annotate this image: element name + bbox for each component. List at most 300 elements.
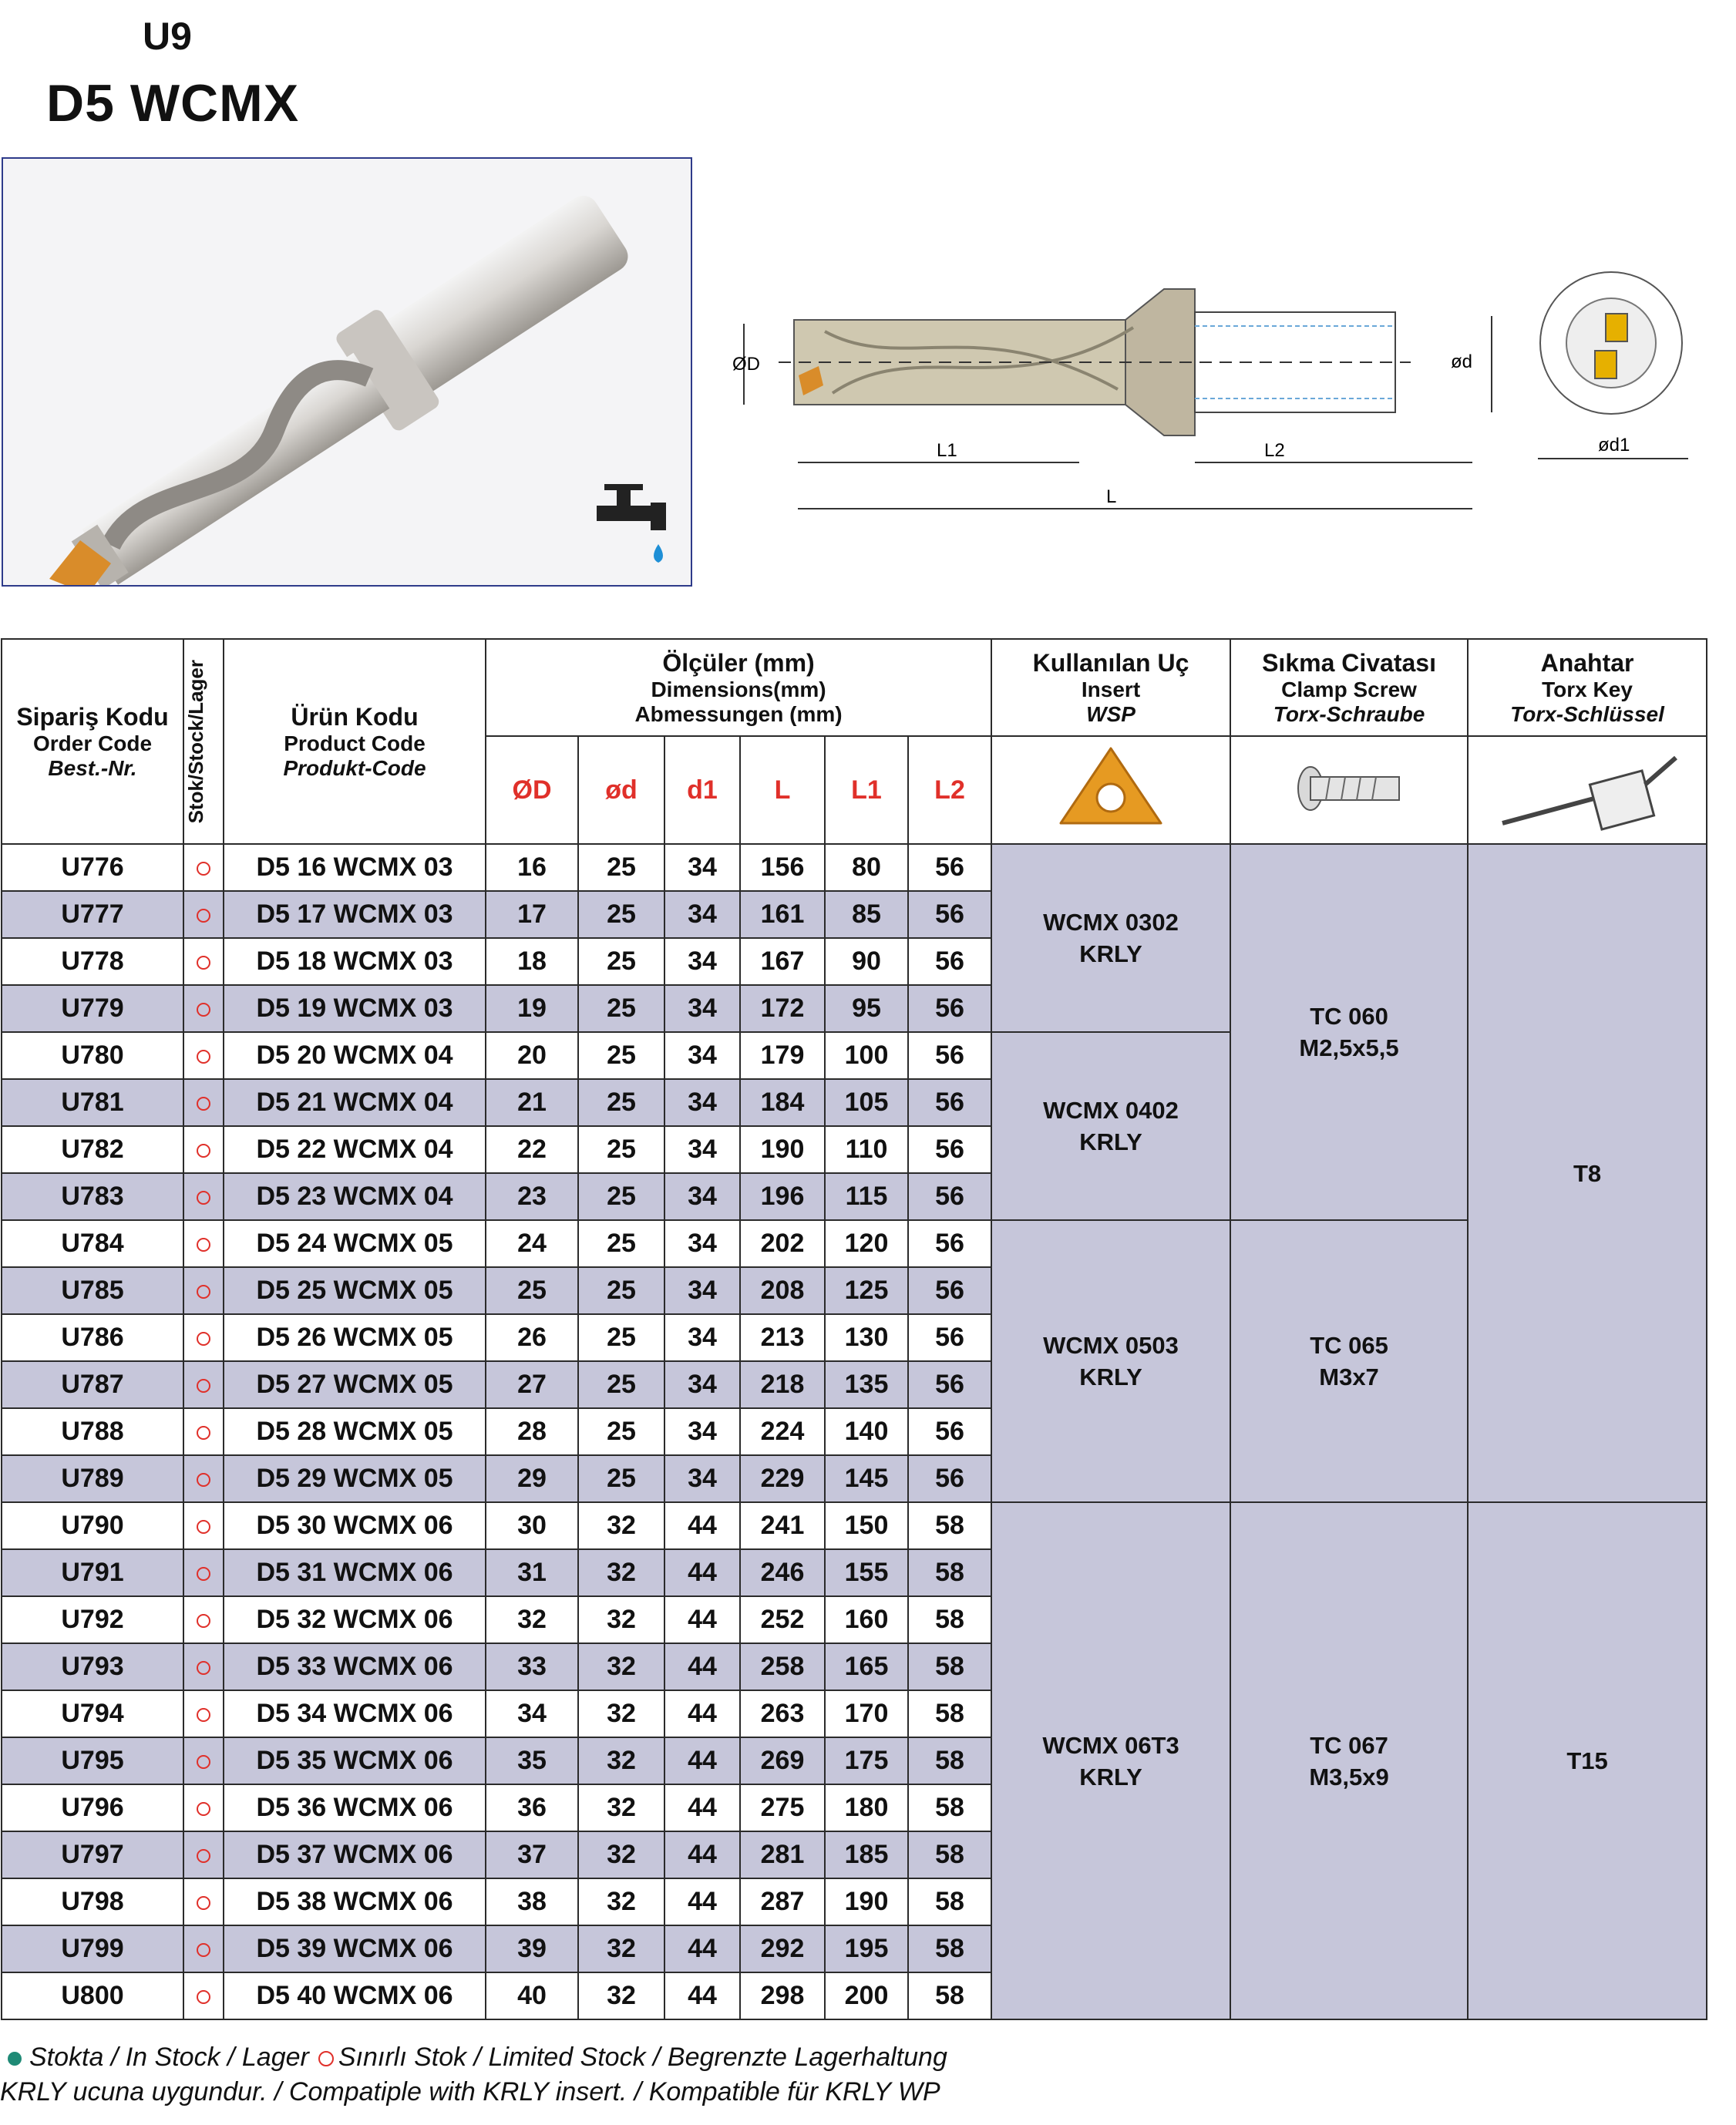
limited-stock-icon [197, 1238, 210, 1252]
dim-od: 32 [578, 1690, 664, 1737]
stock-indicator [183, 1737, 224, 1784]
dim-L1: 110 [825, 1126, 908, 1173]
dim-L1: 145 [825, 1455, 908, 1502]
stock-indicator [183, 1173, 224, 1220]
key-header: Anahtar Torx Key Torx-Schlüssel [1468, 639, 1707, 736]
stock-indicator [183, 891, 224, 938]
dim-od: 32 [578, 1502, 664, 1549]
insert-line2: KRLY [1079, 940, 1142, 967]
screw-line1: TC 065 [1310, 1332, 1388, 1359]
stock-header: Stok/Stock/Lager [183, 639, 224, 844]
dim-od1-label: ød1 [1598, 435, 1630, 456]
order-code: U781 [2, 1079, 183, 1126]
limited-stock-ring [318, 2051, 334, 2066]
dim-od: 25 [578, 1126, 664, 1173]
col-d1: d1 [664, 736, 740, 844]
dim-od: 25 [578, 1314, 664, 1361]
insert-image [991, 736, 1230, 844]
order-code: U790 [2, 1502, 183, 1549]
stock-indicator [183, 1972, 224, 2019]
dim-L: 269 [740, 1737, 825, 1784]
dim-L2: 56 [908, 1455, 991, 1502]
dim-od: 25 [578, 1267, 664, 1314]
stock-indicator [183, 938, 224, 985]
order-code: U779 [2, 985, 183, 1032]
dim-od: 25 [578, 1408, 664, 1455]
product-code: D5 39 WCMX 06 [224, 1925, 486, 1972]
product-code: D5 16 WCMX 03 [224, 844, 486, 891]
stock-indicator [183, 985, 224, 1032]
dim-OD: 19 [486, 985, 578, 1032]
dim-od: 32 [578, 1737, 664, 1784]
key-image [1468, 736, 1707, 844]
dim-L: 202 [740, 1220, 825, 1267]
stock-indicator [183, 1314, 224, 1361]
dim-d1: 34 [664, 1126, 740, 1173]
dim-L1: 165 [825, 1643, 908, 1690]
dim-d1: 34 [664, 985, 740, 1032]
dim-od: 25 [578, 844, 664, 891]
order-code: U780 [2, 1032, 183, 1079]
dim-L: 246 [740, 1549, 825, 1596]
screw-line2: M3,5x9 [1309, 1763, 1389, 1790]
dim-L1: 175 [825, 1737, 908, 1784]
order-code: U786 [2, 1314, 183, 1361]
product-code: D5 30 WCMX 06 [224, 1502, 486, 1549]
dim-L1: 105 [825, 1079, 908, 1126]
dim-L: 208 [740, 1267, 825, 1314]
limited-stock-icon [197, 1896, 210, 1910]
dim-d1: 44 [664, 1596, 740, 1643]
dim-L2: 58 [908, 1878, 991, 1925]
legend [8, 2043, 947, 2073]
insert-line1: WCMX 0503 [1043, 1332, 1179, 1359]
dim-od: 32 [578, 1925, 664, 1972]
dim-L2: 56 [908, 891, 991, 938]
dim-L2-label: L2 [1264, 440, 1285, 461]
dim-od: 25 [578, 1032, 664, 1079]
dim-OD: 17 [486, 891, 578, 938]
dim-L2: 58 [908, 1972, 991, 2019]
limited-stock-icon [197, 1332, 210, 1346]
dim-od: 25 [578, 1455, 664, 1502]
stock-indicator [183, 1925, 224, 1972]
dim-L: 213 [740, 1314, 825, 1361]
dim-d1: 44 [664, 1549, 740, 1596]
dim-L2: 56 [908, 844, 991, 891]
stock-indicator [183, 1126, 224, 1173]
limited-stock-icon [197, 1473, 210, 1487]
product-code: D5 34 WCMX 06 [224, 1690, 486, 1737]
dim-L2: 56 [908, 1173, 991, 1220]
product-code: D5 23 WCMX 04 [224, 1173, 486, 1220]
spec-table [1, 638, 1707, 2020]
dim-od: 25 [578, 1173, 664, 1220]
in-stock-dot [8, 2052, 22, 2066]
dim-d1: 44 [664, 1925, 740, 1972]
dim-L: 172 [740, 985, 825, 1032]
dim-L1: 115 [825, 1173, 908, 1220]
dim-L2: 58 [908, 1690, 991, 1737]
dim-L2: 56 [908, 1032, 991, 1079]
dim-OD: 21 [486, 1079, 578, 1126]
coolant-icon [597, 484, 666, 563]
order-code: U791 [2, 1549, 183, 1596]
dim-d1: 44 [664, 1831, 740, 1878]
screw-icon [1283, 754, 1415, 823]
dim-L2: 56 [908, 1126, 991, 1173]
dim-OD: 25 [486, 1267, 578, 1314]
limited-stock-icon [197, 956, 210, 970]
dim-d1: 34 [664, 1408, 740, 1455]
limited-stock-icon [197, 1003, 210, 1017]
stock-indicator [183, 1032, 224, 1079]
dim-L: 292 [740, 1925, 825, 1972]
limited-stock-icon [197, 1661, 210, 1675]
dim-OD: 18 [486, 938, 578, 985]
dim-L: 287 [740, 1878, 825, 1925]
dim-L1: 150 [825, 1502, 908, 1549]
order-code: U788 [2, 1408, 183, 1455]
insert-line1: WCMX 06T3 [1042, 1731, 1179, 1759]
dim-d1: 34 [664, 1361, 740, 1408]
dim-OD-label: ØD [732, 354, 760, 375]
product-code: D5 35 WCMX 06 [224, 1737, 486, 1784]
dim-L: 161 [740, 891, 825, 938]
limited-stock-icon [197, 909, 210, 923]
dim-d1: 34 [664, 1173, 740, 1220]
dim-L2: 58 [908, 1596, 991, 1643]
dim-OD: 27 [486, 1361, 578, 1408]
order-code: U787 [2, 1361, 183, 1408]
dim-L1: 195 [825, 1925, 908, 1972]
dim-L2: 56 [908, 985, 991, 1032]
dim-L1: 90 [825, 938, 908, 985]
col-L: L [740, 736, 825, 844]
key-line1: T15 [1566, 1747, 1608, 1774]
dim-L: 224 [740, 1408, 825, 1455]
dim-od: 25 [578, 985, 664, 1032]
dim-L1: 180 [825, 1784, 908, 1831]
dim-d1: 34 [664, 1314, 740, 1361]
dim-L: 156 [740, 844, 825, 891]
dim-OD: 35 [486, 1737, 578, 1784]
dim-OD: 22 [486, 1126, 578, 1173]
dim-od: 32 [578, 1549, 664, 1596]
dim-OD: 23 [486, 1173, 578, 1220]
dim-d1: 34 [664, 1220, 740, 1267]
dim-L2: 56 [908, 1267, 991, 1314]
product-code: D5 28 WCMX 05 [224, 1408, 486, 1455]
dim-L1: 135 [825, 1361, 908, 1408]
stock-indicator [183, 1643, 224, 1690]
dim-OD: 30 [486, 1502, 578, 1549]
dim-L: 275 [740, 1784, 825, 1831]
compat-note: KRLY ucuna uygundur. / Compatiple with KRLY insert. / Kompatible für KRLY WP [0, 2077, 940, 2107]
order-code: U795 [2, 1737, 183, 1784]
dim-OD: 34 [486, 1690, 578, 1737]
dim-d1: 34 [664, 938, 740, 985]
screw-cell [1230, 844, 1468, 1220]
table-row [2, 1502, 1707, 1549]
product-code: D5 31 WCMX 06 [224, 1549, 486, 1596]
product-code: D5 32 WCMX 06 [224, 1596, 486, 1643]
dim-L1: 185 [825, 1831, 908, 1878]
dim-OD: 40 [486, 1972, 578, 2019]
order-code: U793 [2, 1643, 183, 1690]
insert-cell [991, 1220, 1230, 1502]
screw-cell [1230, 1502, 1468, 2019]
dim-OD: 28 [486, 1408, 578, 1455]
product-code: D5 24 WCMX 05 [224, 1220, 486, 1267]
product-code: D5 40 WCMX 06 [224, 1972, 486, 2019]
limited-stock-icon [197, 1426, 210, 1440]
dim-L1: 95 [825, 985, 908, 1032]
screw-header: Sıkma Civatası Clamp Screw Torx-Schraube [1230, 639, 1468, 736]
dim-L: 179 [740, 1032, 825, 1079]
key-cell [1468, 1502, 1707, 2019]
order-code: U778 [2, 938, 183, 985]
dim-d1: 44 [664, 1643, 740, 1690]
screw-cell [1230, 1220, 1468, 1502]
product-code: D5 29 WCMX 05 [224, 1455, 486, 1502]
product-code: D5 25 WCMX 05 [224, 1267, 486, 1314]
limited-stock-icon [197, 1567, 210, 1581]
dim-OD: 31 [486, 1549, 578, 1596]
dim-L: 190 [740, 1126, 825, 1173]
dim-od: 25 [578, 891, 664, 938]
limited-stock-icon [197, 1050, 210, 1064]
dim-L: 229 [740, 1455, 825, 1502]
legend-in-stock: Stoktа / In Stock / Lager [29, 2043, 309, 2072]
dim-od: 25 [578, 938, 664, 985]
product-code: D5 26 WCMX 05 [224, 1314, 486, 1361]
dim-OD: 24 [486, 1220, 578, 1267]
screw-line1: TC 067 [1310, 1731, 1388, 1759]
dim-L1: 130 [825, 1314, 908, 1361]
dimensions-header: Ölçüler (mm) Dimensions(mm) Abmessungen (mm) [486, 639, 991, 736]
product-code: D5 20 WCMX 04 [224, 1032, 486, 1079]
dim-L: 218 [740, 1361, 825, 1408]
col-OD: ØD [486, 736, 578, 844]
stock-indicator [183, 1831, 224, 1878]
dim-od: 32 [578, 1878, 664, 1925]
dim-d1: 44 [664, 1690, 740, 1737]
dim-od: 32 [578, 1972, 664, 2019]
dim-od: 25 [578, 1079, 664, 1126]
dim-L: 263 [740, 1690, 825, 1737]
stock-indicator [183, 1455, 224, 1502]
dim-d1: 34 [664, 1079, 740, 1126]
product-code: D5 17 WCMX 03 [224, 891, 486, 938]
col-L1: L1 [825, 736, 908, 844]
table-row [2, 844, 1707, 891]
insert-cell [991, 844, 1230, 1032]
dim-L2: 56 [908, 1361, 991, 1408]
table-row [2, 1220, 1707, 1267]
dim-L: 184 [740, 1079, 825, 1126]
order-code: U798 [2, 1878, 183, 1925]
dim-L2: 58 [908, 1737, 991, 1784]
limited-stock-icon [197, 1708, 210, 1722]
dim-L1: 140 [825, 1408, 908, 1455]
dim-L2: 58 [908, 1502, 991, 1549]
stock-indicator [183, 1267, 224, 1314]
product-code: D5 37 WCMX 06 [224, 1831, 486, 1878]
order-code: U799 [2, 1925, 183, 1972]
dim-OD: 26 [486, 1314, 578, 1361]
insert-line2: KRLY [1079, 1363, 1142, 1390]
dim-L2: 58 [908, 1643, 991, 1690]
col-od: ød [578, 736, 664, 844]
order-code: U784 [2, 1220, 183, 1267]
key-cell [1468, 844, 1707, 1502]
limited-stock-icon [197, 1943, 210, 1957]
limited-stock-icon [197, 1614, 210, 1628]
product-code: D5 33 WCMX 06 [224, 1643, 486, 1690]
torx-key-icon [1487, 742, 1687, 835]
dim-L: 167 [740, 938, 825, 985]
dim-L: 241 [740, 1502, 825, 1549]
dim-L1: 85 [825, 891, 908, 938]
dim-od: 25 [578, 1361, 664, 1408]
stock-indicator [183, 1408, 224, 1455]
insert-icon [1053, 742, 1169, 835]
stock-indicator [183, 1079, 224, 1126]
limited-stock-icon [197, 1755, 210, 1769]
stock-indicator [183, 1690, 224, 1737]
dim-L: 298 [740, 1972, 825, 2019]
product-photo [2, 157, 692, 587]
order-code: U794 [2, 1690, 183, 1737]
stock-indicator [183, 1361, 224, 1408]
order-code: U782 [2, 1126, 183, 1173]
stock-indicator [183, 844, 224, 891]
dim-L1: 190 [825, 1878, 908, 1925]
order-code: U797 [2, 1831, 183, 1878]
order-code: U783 [2, 1173, 183, 1220]
order-code: U777 [2, 891, 183, 938]
dim-od: 32 [578, 1596, 664, 1643]
limited-stock-icon [197, 1849, 210, 1863]
stock-indicator [183, 1220, 224, 1267]
insert-line2: KRLY [1079, 1763, 1142, 1790]
dim-OD: 20 [486, 1032, 578, 1079]
dim-d1: 44 [664, 1737, 740, 1784]
dim-od: 32 [578, 1831, 664, 1878]
dim-L1: 160 [825, 1596, 908, 1643]
product-code: D5 21 WCMX 04 [224, 1079, 486, 1126]
dim-L1: 170 [825, 1690, 908, 1737]
dim-L-label: L [1106, 486, 1117, 507]
dim-L2: 58 [908, 1925, 991, 1972]
stock-indicator [183, 1784, 224, 1831]
product-code: D5 22 WCMX 04 [224, 1126, 486, 1173]
product-title: D5 WCMX [46, 74, 300, 133]
screw-line2: M2,5x5,5 [1299, 1034, 1399, 1061]
dim-d1: 34 [664, 844, 740, 891]
dim-L2: 56 [908, 1408, 991, 1455]
product-code: D5 27 WCMX 05 [224, 1361, 486, 1408]
dim-L2: 58 [908, 1831, 991, 1878]
dim-L1: 100 [825, 1032, 908, 1079]
dim-OD: 36 [486, 1784, 578, 1831]
dim-L2: 56 [908, 1079, 991, 1126]
dim-od: 25 [578, 1220, 664, 1267]
screw-line1: TC 060 [1310, 1003, 1388, 1030]
product-code: D5 38 WCMX 06 [224, 1878, 486, 1925]
dim-OD: 32 [486, 1596, 578, 1643]
limited-stock-icon [197, 1097, 210, 1111]
dim-L1: 155 [825, 1549, 908, 1596]
product-code-header: Ürün Kodu Product Code Produkt-Code [224, 639, 486, 844]
limited-stock-icon [197, 1191, 210, 1205]
stock-indicator [183, 1878, 224, 1925]
dim-L1-label: L1 [937, 440, 957, 461]
dim-L2: 56 [908, 1314, 991, 1361]
dim-L: 252 [740, 1596, 825, 1643]
dim-od-label: ød [1451, 351, 1473, 372]
stock-indicator [183, 1549, 224, 1596]
insert-cell [991, 1502, 1230, 2019]
dim-OD: 37 [486, 1831, 578, 1878]
product-code: D5 19 WCMX 03 [224, 985, 486, 1032]
key-line1: T8 [1573, 1159, 1602, 1187]
dim-od: 32 [578, 1643, 664, 1690]
insert-line1: WCMX 0302 [1043, 909, 1179, 936]
product-code: D5 18 WCMX 03 [224, 938, 486, 985]
dim-L1: 125 [825, 1267, 908, 1314]
stock-indicator [183, 1596, 224, 1643]
dim-L1: 120 [825, 1220, 908, 1267]
dim-OD: 33 [486, 1643, 578, 1690]
dim-L2: 58 [908, 1549, 991, 1596]
order-code-header: Sipariş Kodu Order Code Best.-Nr. [2, 639, 183, 844]
order-code: U792 [2, 1596, 183, 1643]
series-code: U9 [143, 15, 192, 58]
order-code: U789 [2, 1455, 183, 1502]
dim-d1: 44 [664, 1972, 740, 2019]
dim-L: 196 [740, 1173, 825, 1220]
end-view-drawing [1530, 266, 1696, 482]
dim-L2: 56 [908, 1220, 991, 1267]
dim-d1: 34 [664, 1267, 740, 1314]
dim-OD: 29 [486, 1455, 578, 1502]
dim-L2: 58 [908, 1784, 991, 1831]
dim-d1: 44 [664, 1502, 740, 1549]
limited-stock-icon [197, 862, 210, 876]
dim-od: 32 [578, 1784, 664, 1831]
dim-d1: 34 [664, 1455, 740, 1502]
insert-header: Kullanılan Uç Insert WSP [991, 639, 1230, 736]
dim-L1: 80 [825, 844, 908, 891]
order-code: U785 [2, 1267, 183, 1314]
limited-stock-icon [197, 1802, 210, 1816]
insert-line2: KRLY [1079, 1128, 1142, 1155]
dim-OD: 39 [486, 1925, 578, 1972]
dim-OD: 38 [486, 1878, 578, 1925]
dim-L2: 56 [908, 938, 991, 985]
dim-d1: 44 [664, 1784, 740, 1831]
order-code: U776 [2, 844, 183, 891]
dim-d1: 34 [664, 1032, 740, 1079]
limited-stock-icon [197, 1285, 210, 1299]
dim-L1: 200 [825, 1972, 908, 2019]
dim-d1: 34 [664, 891, 740, 938]
product-code: D5 36 WCMX 06 [224, 1784, 486, 1831]
order-code: U796 [2, 1784, 183, 1831]
dim-L: 281 [740, 1831, 825, 1878]
